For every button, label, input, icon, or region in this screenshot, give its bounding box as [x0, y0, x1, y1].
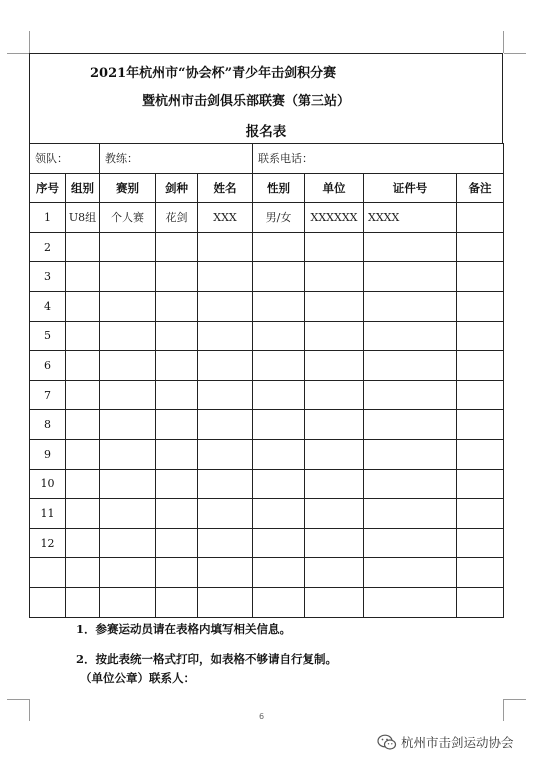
row-number-cell: 12: [30, 528, 66, 558]
table-cell: [457, 321, 504, 351]
column-header: 姓名: [198, 173, 253, 203]
table-row: [30, 321, 504, 351]
table-cell: [198, 321, 253, 351]
table-cell: [253, 558, 305, 588]
table-cell: [156, 469, 198, 499]
table-cell: XXXXXX: [305, 203, 364, 233]
table-cell: [364, 439, 457, 469]
table-cell: [198, 291, 253, 321]
table-cell: XXXX: [364, 203, 457, 233]
row-number-cell: 9: [30, 439, 66, 469]
table-row: [30, 587, 504, 617]
table-cell: [253, 410, 305, 440]
table-cell: [253, 291, 305, 321]
leader-label: 领队：: [30, 144, 100, 174]
info-row: [30, 144, 504, 174]
column-header: 赛别: [100, 173, 156, 203]
table-cell: [100, 232, 156, 262]
note-1: 1．参赛运动员请在表格内填写相关信息。: [76, 622, 291, 636]
column-header: 单位: [305, 173, 364, 203]
table-cell: [364, 469, 457, 499]
table-cell: [156, 380, 198, 410]
table-row: [30, 439, 504, 469]
table-cell: [364, 587, 457, 617]
table-cell: [305, 351, 364, 381]
table-cell: [156, 262, 198, 292]
row-number-cell: [30, 558, 66, 588]
table-cell: U8组: [66, 203, 100, 233]
table-cell: [253, 262, 305, 292]
table-row: [30, 558, 504, 588]
column-header: 备注: [457, 173, 504, 203]
table-cell: [198, 469, 253, 499]
table-cell: [457, 203, 504, 233]
table-cell: [253, 232, 305, 262]
table-cell: [198, 499, 253, 529]
table-cell: [66, 558, 100, 588]
table-cell: [305, 558, 364, 588]
table-cell: [100, 321, 156, 351]
column-header: 剑种: [156, 173, 198, 203]
table-cell: [364, 262, 457, 292]
table-cell: [457, 380, 504, 410]
table-cell: [100, 587, 156, 617]
crop-mark: [503, 699, 504, 721]
table-cell: [66, 321, 100, 351]
table-cell: [100, 262, 156, 292]
table-cell: XXX: [198, 203, 253, 233]
crop-mark: [504, 699, 526, 700]
table-cell: [364, 410, 457, 440]
table-cell: [253, 499, 305, 529]
crop-mark: [503, 31, 504, 53]
table-cell: [253, 469, 305, 499]
column-header: 性别: [253, 173, 305, 203]
table-cell: [305, 291, 364, 321]
table-cell: [253, 380, 305, 410]
table-cell: [100, 499, 156, 529]
crop-mark: [29, 31, 30, 53]
table-cell: [305, 321, 364, 351]
table-cell: [305, 410, 364, 440]
watermark-text: 杭州市击剑运动协会: [401, 735, 514, 750]
table-cell: [100, 558, 156, 588]
row-number-cell: 6: [30, 351, 66, 381]
row-number-cell: 4: [30, 291, 66, 321]
table-cell: [66, 439, 100, 469]
registration-table: [29, 143, 504, 618]
table-row: [30, 528, 504, 558]
table-cell: [156, 499, 198, 529]
table-cell: [253, 351, 305, 381]
table-row: [30, 203, 504, 233]
table-cell: [457, 587, 504, 617]
table-cell: [198, 410, 253, 440]
table-cell: [305, 499, 364, 529]
table-cell: [364, 528, 457, 558]
table-cell: [66, 499, 100, 529]
table-cell: [156, 410, 198, 440]
table-row: [30, 499, 504, 529]
table-cell: [198, 558, 253, 588]
table-cell: [100, 380, 156, 410]
document-title-line3: 报名表: [245, 124, 287, 140]
table-cell: [457, 232, 504, 262]
coach-label: 教练：: [100, 144, 253, 174]
table-cell: [457, 410, 504, 440]
note-2: 2．按此表统一格式打印，如表格不够请自行复制。: [76, 652, 337, 666]
table-cell: [66, 262, 100, 292]
phone-label: 联系电话：: [253, 144, 504, 174]
table-cell: [364, 232, 457, 262]
title-block: [29, 53, 503, 143]
table-cell: [156, 558, 198, 588]
table-cell: 花剑: [156, 203, 198, 233]
table-cell: [100, 351, 156, 381]
table-cell: [253, 528, 305, 558]
table-cell: [364, 558, 457, 588]
table-cell: [100, 469, 156, 499]
table-row: [30, 469, 504, 499]
row-number-cell: 2: [30, 232, 66, 262]
table-cell: [364, 291, 457, 321]
table-cell: [457, 291, 504, 321]
row-number-cell: [30, 587, 66, 617]
table-cell: [364, 380, 457, 410]
table-cell: [305, 469, 364, 499]
header-row: [30, 173, 504, 203]
column-header: 组别: [66, 173, 100, 203]
table-cell: 个人赛: [100, 203, 156, 233]
table-cell: [66, 351, 100, 381]
table-cell: [66, 587, 100, 617]
table-cell: [198, 439, 253, 469]
table-cell: [457, 262, 504, 292]
table-cell: [305, 528, 364, 558]
crop-mark: [7, 53, 29, 54]
table-cell: [156, 321, 198, 351]
table-cell: 1: [30, 203, 66, 233]
table-row: [30, 291, 504, 321]
table-cell: [156, 439, 198, 469]
row-number-cell: 7: [30, 380, 66, 410]
table-cell: [198, 587, 253, 617]
table-cell: [156, 587, 198, 617]
table-cell: [364, 351, 457, 381]
table-cell: [253, 439, 305, 469]
table-cell: [198, 262, 253, 292]
table-cell: [66, 291, 100, 321]
table-cell: [66, 528, 100, 558]
table-cell: [457, 351, 504, 381]
table-cell: [198, 528, 253, 558]
table-cell: [198, 380, 253, 410]
column-header: 序号: [30, 173, 66, 203]
table-row: [30, 351, 504, 381]
crop-mark: [7, 699, 29, 700]
table-cell: [100, 439, 156, 469]
table-cell: [156, 232, 198, 262]
table-cell: [156, 528, 198, 558]
note-3: （单位公章）联系人：: [80, 671, 195, 685]
table-cell: [457, 499, 504, 529]
document-title-line2: 暨杭州市击剑俱乐部联赛（第三站）: [142, 94, 351, 109]
table-cell: [305, 232, 364, 262]
watermark: [377, 733, 514, 751]
table-row: [30, 262, 504, 292]
table-cell: [305, 380, 364, 410]
row-number-cell: 8: [30, 410, 66, 440]
table-cell: [66, 232, 100, 262]
table-cell: [305, 262, 364, 292]
table-cell: [457, 528, 504, 558]
table-cell: [100, 291, 156, 321]
column-header: 证件号: [364, 173, 457, 203]
table-cell: 男/女: [253, 203, 305, 233]
table-cell: [457, 558, 504, 588]
page-number: 6: [259, 712, 265, 721]
row-number-cell: 5: [30, 321, 66, 351]
table-cell: [364, 321, 457, 351]
table-cell: [457, 469, 504, 499]
table-cell: [66, 380, 100, 410]
table-cell: [66, 410, 100, 440]
table-row: [30, 232, 504, 262]
table-cell: [100, 410, 156, 440]
row-number-cell: 11: [30, 499, 66, 529]
row-number-cell: 3: [30, 262, 66, 292]
table-row: [30, 410, 504, 440]
row-number-cell: 10: [30, 469, 66, 499]
table-row: [30, 380, 504, 410]
table-cell: [198, 351, 253, 381]
table-cell: [253, 321, 305, 351]
table-cell: [100, 528, 156, 558]
table-cell: [156, 351, 198, 381]
table-cell: [156, 291, 198, 321]
table-cell: [305, 439, 364, 469]
crop-mark: [504, 53, 526, 54]
crop-mark: [29, 699, 30, 721]
table-cell: [364, 499, 457, 529]
table-cell: [198, 232, 253, 262]
table-cell: [66, 469, 100, 499]
table-cell: [305, 587, 364, 617]
document-title-line1: 2021年杭州市“协会杯”青少年击剑积分赛: [90, 66, 337, 81]
wechat-icon: [377, 734, 397, 751]
table-cell: [457, 439, 504, 469]
table-cell: [253, 587, 305, 617]
